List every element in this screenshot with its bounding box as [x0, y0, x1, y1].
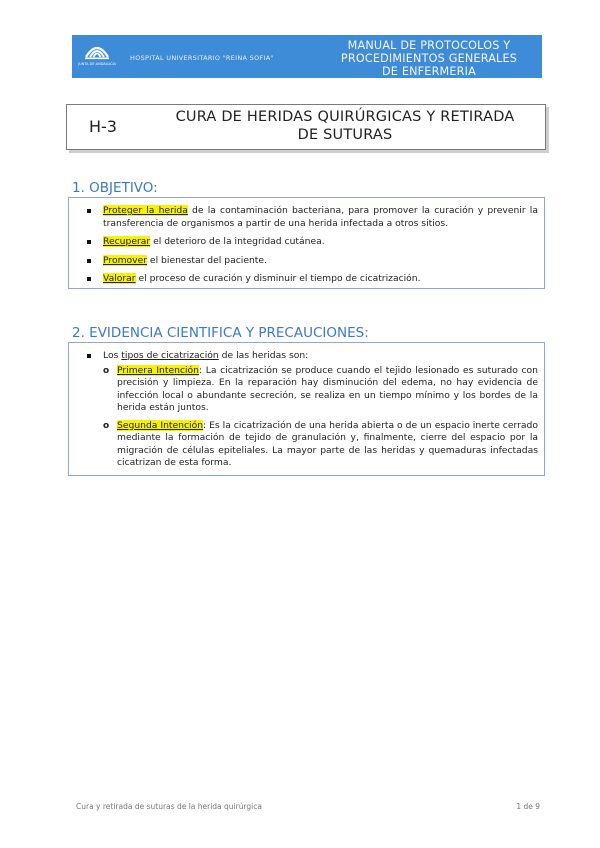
item-text: : La cicatrización se produce cuando el tejido lesionado es suturado con precisión y limpieza. En la reparación hay disminución del edema, no hay evidencia de infección local o abundante secreción, se realiza en un tiempo mínimo y los bordes de la herida están juntos. [117, 364, 539, 413]
intro-text: Los [103, 350, 122, 361]
manual-title-line: DE ENFERMERIA [381, 65, 476, 78]
section-box-evidencia [68, 342, 545, 476]
logo-text: JUNTA DE ANDALUCIA [78, 62, 116, 66]
manual-title [324, 39, 534, 78]
objetivo-list [69, 205, 544, 286]
highlighted-term: Primera Intención [117, 364, 200, 376]
list-item [69, 205, 544, 230]
list-item [69, 236, 544, 249]
item-text: el deterioro de la integridad cutánea. [150, 236, 325, 247]
protocol-title-line: DE SUTURAS [297, 127, 393, 143]
underlined-term: tipos de cicatrización [121, 350, 219, 361]
junta-andalucia-logo [80, 41, 114, 71]
hospital-name: HOSPITAL UNIVERSITARIO "REINA SOFIA" [130, 54, 274, 62]
manual-title-line: MANUAL DE PROTOCOLOS Y [347, 39, 511, 52]
protocol-code: H-3 [89, 117, 117, 136]
protocol-title-line: CURA DE HERIDAS QUIRÚRGICAS Y RETIRADA [175, 109, 515, 125]
section-heading-objetivo: 1. OBJETIVO: [72, 180, 158, 196]
footer-document-title: Cura y retirada de suturas de la herida quirúrgica [76, 802, 262, 811]
item-text: : Es la cicatrización de una herida abierta o de un espacio inerte cerrado mediante la formación de tejido de granulación y, finalmente, cierre del espacio por la migración de células epiteliales. La mayor parte de las heridas y quemaduras infectadas cicatrizan de esta forma. [117, 419, 538, 468]
footer-page-number: 1 de 9 [516, 802, 540, 811]
logo-emblem-icon [82, 41, 112, 61]
sub-list-item [103, 420, 538, 470]
highlighted-term: Segunda Intención [117, 419, 204, 431]
sub-list-item [103, 365, 538, 415]
highlighted-term: Proteger la herida [103, 205, 188, 216]
list-item [69, 350, 544, 470]
item-text: el proceso de curación y disminuir el tiempo de cicatrización. [135, 273, 421, 284]
item-text: de la contaminación bacteriana, para promover la curación y prevenir la transferencia de organismos a partir de una herida infectada a otros sitios. [103, 205, 538, 229]
list-item [69, 255, 544, 268]
cicatrizacion-types-list [103, 365, 538, 470]
highlighted-term: Promover [103, 254, 148, 266]
highlighted-term: Recuperar [103, 236, 151, 247]
list-item [69, 273, 544, 286]
item-text: el bienestar del paciente. [147, 254, 267, 266]
section-box-objetivo [68, 197, 545, 289]
protocol-title-box [66, 104, 546, 150]
protocol-title [147, 108, 543, 144]
header-banner [72, 35, 542, 78]
evidencia-list [69, 350, 544, 470]
section-heading-evidencia: 2. EVIDENCIA CIENTIFICA Y PRECAUCIONES: [72, 325, 369, 341]
manual-title-line: PROCEDIMIENTOS GENERALES [340, 52, 518, 65]
intro-text: de las heridas son: [218, 350, 309, 361]
highlighted-term: Valorar [103, 273, 136, 284]
